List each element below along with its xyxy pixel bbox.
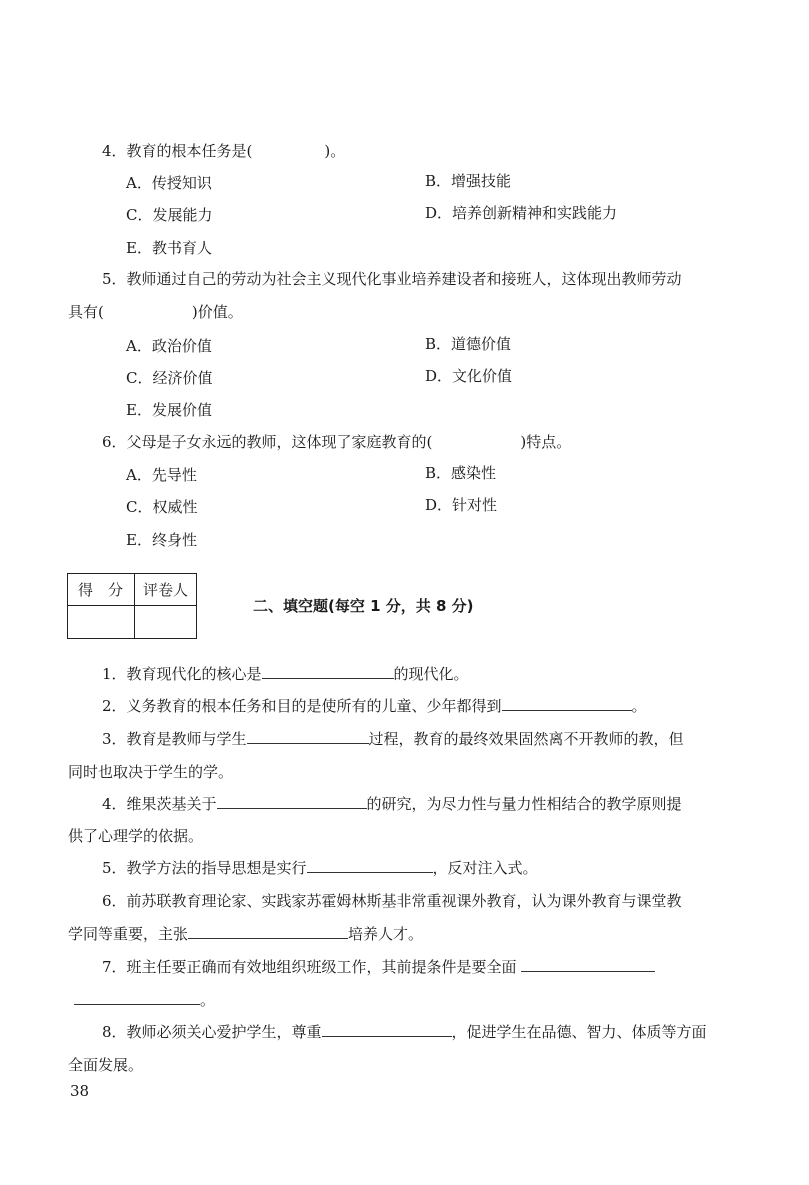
fill-question-2-end: 。 <box>631 697 647 715</box>
fill-question-1-end: 的现代化。 <box>393 665 469 683</box>
fill-question-8-continuation: ，促进学生在品德、智力、体质等方面 <box>451 1023 707 1041</box>
fill-question-5 <box>102 858 538 878</box>
question-5-stem-line2-start: 具有( <box>68 303 104 321</box>
fill-question-6-line1: 6．前苏联教育理论家、实践家苏霍姆林斯基非常重视课外教育，认为课外教育与课堂教 <box>102 892 682 910</box>
answer-blank-7b[interactable] <box>74 990 200 1005</box>
answer-blank-1[interactable] <box>262 664 394 679</box>
fill-question-4-line2: 供了心理学的依据。 <box>68 827 204 845</box>
question-6-option-a: A．先导性 <box>126 466 197 484</box>
grader-label: 评卷人 <box>143 581 189 599</box>
fill-question-4-text: 4．维果茨基关于 <box>102 795 217 813</box>
answer-blank-8[interactable] <box>322 1022 452 1037</box>
question-5-option-d: D．文化价值 <box>425 367 513 385</box>
question-6-option-b: B．感染性 <box>425 464 497 482</box>
question-6-stem-end: )特点。 <box>520 433 572 451</box>
fill-question-6-line2 <box>68 924 423 944</box>
score-label: 得 分 <box>78 581 124 599</box>
question-5-option-e: E．发展价值 <box>126 401 212 419</box>
question-4-option-b: B．增强技能 <box>425 172 512 190</box>
fill-question-5-text: 5．教学方法的指导思想是实行 <box>102 859 307 877</box>
fill-question-6-text: 学同等重要，主张 <box>68 925 189 943</box>
fill-question-4 <box>102 794 682 814</box>
fill-question-3-line2: 同时也取决于学生的学。 <box>68 763 234 781</box>
fill-question-7-end: 。 <box>200 991 216 1009</box>
question-4-stem <box>102 141 345 161</box>
fill-question-7 <box>102 957 655 977</box>
question-6-stem-text: 6．父母是子女永远的教师，这体现了家庭教育的( <box>102 433 433 451</box>
question-6-option-d: D．针对性 <box>425 496 498 514</box>
fill-question-3-continuation: 过程，教育的最终效果固然离不开教师的教，但 <box>368 730 684 748</box>
fill-question-7-line2 <box>74 990 215 1010</box>
page-number: 38 <box>70 1082 90 1100</box>
answer-blank-4[interactable] <box>217 794 367 809</box>
fill-question-8 <box>102 1022 707 1042</box>
score-table-row-divider <box>68 605 196 606</box>
fill-question-2-text: 2．义务教育的根本任务和目的是使所有的儿童、少年都得到 <box>102 697 502 715</box>
question-5-stem-line1: 5．教师通过自己的劳动为社会主义现代化事业培养建设者和接班人，这体现出教师劳动 <box>102 270 682 288</box>
question-4-stem-end: )。 <box>324 142 346 160</box>
fill-question-8-line2: 全面发展。 <box>68 1056 144 1074</box>
question-4-option-d: D．培养创新精神和实践能力 <box>425 204 618 222</box>
answer-blank-2[interactable] <box>502 696 632 711</box>
question-5-option-a: A．政治价值 <box>126 337 212 355</box>
question-4-option-a: A．传授知识 <box>126 174 212 192</box>
question-5-option-b: B．道德价值 <box>425 335 512 353</box>
answer-blank-3[interactable] <box>247 729 369 744</box>
question-5-option-c: C．经济价值 <box>126 369 213 387</box>
fill-question-1 <box>102 664 469 684</box>
score-table-divider <box>134 574 135 638</box>
answer-blank-6[interactable] <box>188 924 348 939</box>
answer-blank-7a[interactable] <box>521 957 655 972</box>
question-4-option-c: C．发展能力 <box>126 206 213 224</box>
question-6-option-e: E．终身性 <box>126 531 197 549</box>
fill-question-2 <box>102 696 647 716</box>
section-2-title: 二、填空题(每空 1 分，共 8 分) <box>253 597 474 615</box>
question-4-stem-text: 4．教育的根本任务是( <box>102 142 253 160</box>
fill-question-4-continuation: 的研究，为尽力性与量力性相结合的教学原则提 <box>366 795 682 813</box>
fill-question-5-end: ，反对注入式。 <box>432 859 538 877</box>
fill-question-3-text: 3．教育是教师与学生 <box>102 730 247 748</box>
score-table <box>67 573 197 639</box>
answer-blank-5[interactable] <box>307 858 433 873</box>
fill-question-6-end: 培养人才。 <box>348 925 424 943</box>
fill-question-7-text: 7．班主任要正确而有效地组织班级工作，其前提条件是要全面 <box>102 958 517 976</box>
fill-question-3 <box>102 729 684 749</box>
question-6-stem <box>102 432 571 452</box>
fill-question-1-text: 1．教育现代化的核心是 <box>102 665 262 683</box>
question-6-option-c: C．权威性 <box>126 498 198 516</box>
question-4-option-e: E．教书育人 <box>126 239 212 257</box>
fill-question-8-text: 8．教师必须关心爱护学生，尊重 <box>102 1023 322 1041</box>
question-5-stem-line2-end: )价值。 <box>191 303 243 321</box>
question-5-stem-line2 <box>68 302 243 322</box>
